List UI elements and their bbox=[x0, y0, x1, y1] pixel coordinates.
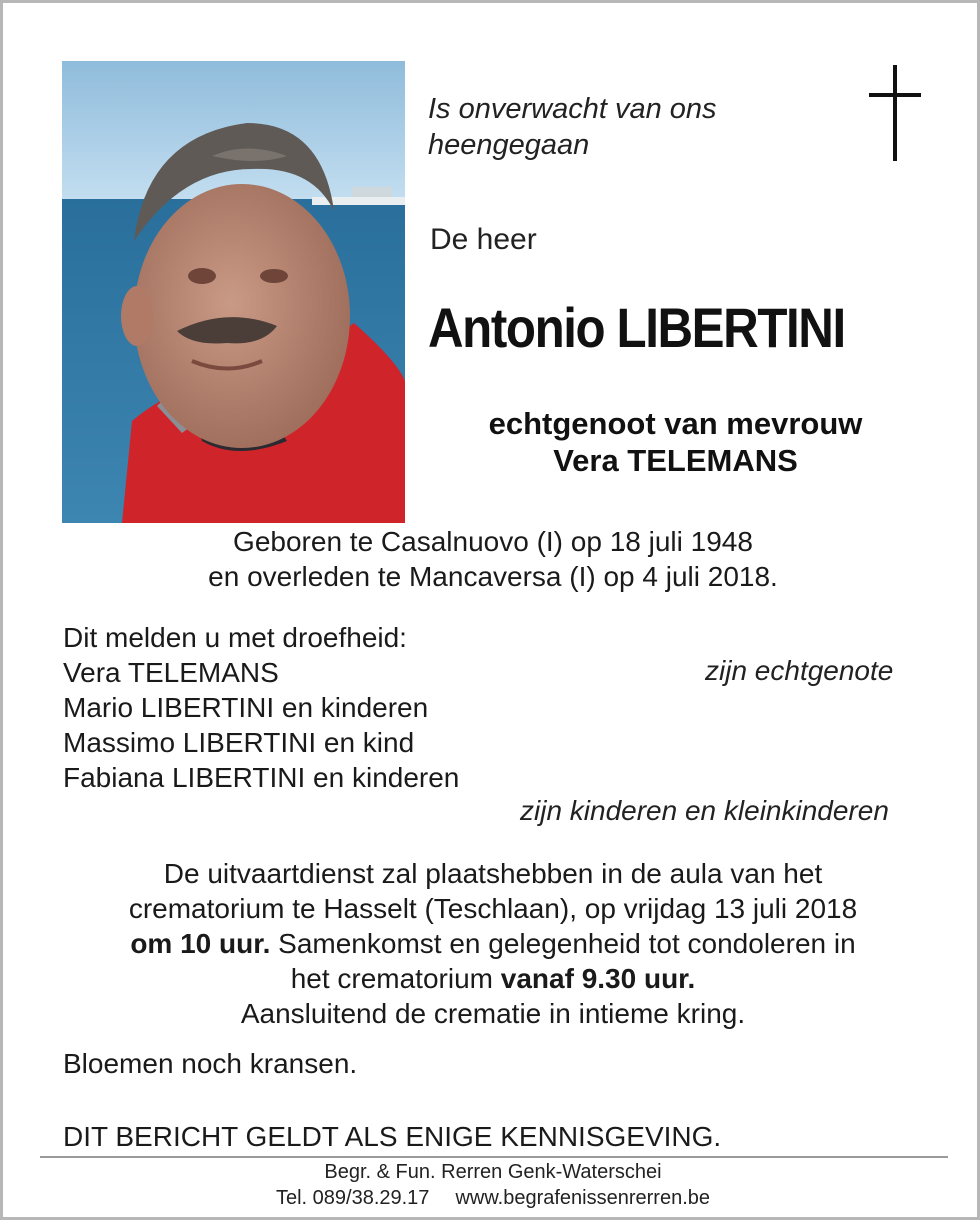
cross-icon bbox=[865, 65, 925, 161]
phone-number: Tel. 089/38.29.17 bbox=[275, 1187, 430, 1209]
mourner-name: Fabiana LIBERTINI en kinderen bbox=[63, 762, 460, 793]
deceased-name: Antonio LIBERTINI bbox=[428, 296, 845, 359]
service-text: Samenkomst en gelegenheid tot condoleren in bbox=[270, 928, 856, 959]
portrait-image bbox=[62, 61, 405, 523]
service-text: het crematorium bbox=[290, 963, 501, 994]
death-line: en overleden te Mancaversa (I) op 4 juli 2018. bbox=[208, 561, 778, 592]
service-line: De uitvaartdienst zal plaatshebben in de aula van het bbox=[163, 858, 823, 889]
service-line: crematorium te Hasselt (Teschlaan), op vrijdag 13 juli 2018 bbox=[128, 893, 858, 924]
official-notice: DIT BERICHT GELDT ALS ENIGE KENNISGEVING. bbox=[63, 1121, 722, 1152]
mourner-name: Vera TELEMANS bbox=[63, 657, 279, 688]
website-link[interactable]: www.begrafenissenrerren.be bbox=[455, 1187, 711, 1209]
service-line: Aansluitend de crematie in intieme kring. bbox=[240, 998, 746, 1029]
intro-line: heengegaan bbox=[428, 129, 590, 161]
condolence-time: vanaf 9.30 uur. bbox=[500, 963, 696, 994]
salutation: De heer bbox=[430, 223, 537, 256]
role-spouse: zijn echtgenote bbox=[705, 655, 894, 686]
spouse-name: Vera TELEMANS bbox=[553, 443, 798, 478]
divider bbox=[40, 1156, 948, 1158]
contact-line bbox=[3, 1185, 980, 1211]
mourners-heading: Dit melden u met droefheid: bbox=[63, 622, 407, 653]
service-info bbox=[3, 856, 980, 1031]
service-time: om 10 uur. bbox=[130, 928, 271, 959]
mourners-list bbox=[63, 620, 459, 795]
birth-death-dates bbox=[3, 524, 980, 594]
birth-line: Geboren te Casalnuovo (I) op 18 juli 1948 bbox=[233, 526, 753, 557]
spouse-line: echtgenoot van mevrouw bbox=[488, 406, 863, 441]
funeral-home-footer bbox=[3, 1159, 980, 1211]
intro-text bbox=[428, 91, 717, 163]
funeral-home-name: Begr. & Fun. Rerren Genk-Waterschei bbox=[324, 1161, 662, 1183]
spouse-block bbox=[423, 405, 928, 479]
flowers-note: Bloemen noch kransen. bbox=[63, 1048, 358, 1079]
portrait-photo bbox=[62, 61, 405, 523]
role-children: zijn kinderen en kleinkinderen bbox=[520, 795, 889, 826]
mourner-name: Mario LIBERTINI en kinderen bbox=[63, 692, 429, 723]
service-line bbox=[3, 926, 980, 961]
mourner-name: Massimo LIBERTINI en kind bbox=[63, 727, 415, 758]
service-line bbox=[3, 961, 980, 996]
intro-line: Is onverwacht van ons bbox=[428, 93, 717, 125]
